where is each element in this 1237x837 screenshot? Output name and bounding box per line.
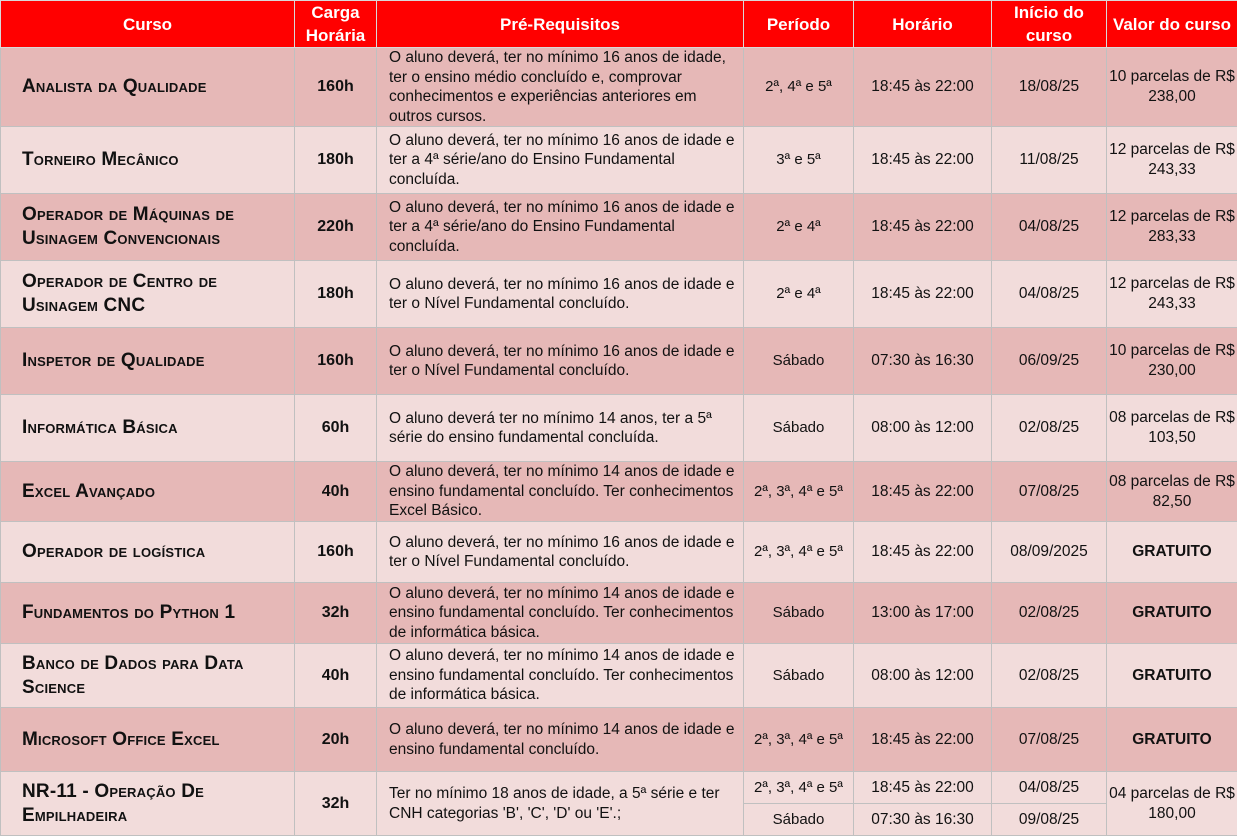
header-inicio: Início do curso [992, 1, 1107, 48]
table-row [1, 328, 1237, 395]
course-hours: 32h [295, 772, 377, 836]
course-name: Excel Avançado [1, 462, 295, 522]
course-schedule: 18:45 às 22:00 [854, 194, 992, 261]
course-prerequisites: O aluno deverá, ter no mínimo 14 anos de idade e ensino fundamental concluído. [377, 708, 744, 772]
course-period: Sábado [744, 395, 854, 462]
course-name: Fundamentos do Python 1 [1, 583, 295, 644]
course-name: Torneiro Mecânico [1, 127, 295, 194]
course-hours: 60h [295, 395, 377, 462]
header-valor: Valor do curso [1107, 1, 1237, 48]
course-start-date: 11/08/25 [992, 127, 1107, 194]
course-start-date: 04/08/25 [992, 194, 1107, 261]
course-hours: 180h [295, 127, 377, 194]
course-price: GRATUITO [1107, 583, 1237, 644]
table-row [1, 708, 1237, 772]
course-start-date: 07/08/25 [992, 462, 1107, 522]
course-start-date: 02/08/25 [992, 395, 1107, 462]
course-name: Informática Básica [1, 395, 295, 462]
course-start-date: 02/08/25 [992, 583, 1107, 644]
course-period: 3ª e 5ª [744, 127, 854, 194]
table-row [1, 644, 1237, 708]
course-start-date: 09/08/25 [992, 804, 1107, 836]
course-period: 2ª e 4ª [744, 194, 854, 261]
course-period: Sábado [744, 804, 854, 836]
course-schedule: 08:00 às 12:00 [854, 395, 992, 462]
table-row [1, 772, 1237, 804]
course-start-date: 04/08/25 [992, 772, 1107, 804]
course-price: 04 parcelas de R$ 180,00 [1107, 772, 1237, 836]
course-hours: 40h [295, 462, 377, 522]
course-prerequisites: O aluno deverá, ter no mínimo 16 anos de idade e ter a 4ª série/ano do Ensino Fundamental concluída. [377, 194, 744, 261]
course-price: 10 parcelas de R$ 238,00 [1107, 48, 1237, 127]
course-price: GRATUITO [1107, 708, 1237, 772]
header-horario: Horário [854, 1, 992, 48]
course-hours: 160h [295, 328, 377, 395]
table-row [1, 48, 1237, 127]
course-start-date: 18/08/25 [992, 48, 1107, 127]
course-name: NR-11 - Operação De Empilhadeira [1, 772, 295, 836]
course-name: Inspetor de Qualidade [1, 328, 295, 395]
course-hours: 20h [295, 708, 377, 772]
course-price: 12 parcelas de R$ 243,33 [1107, 127, 1237, 194]
course-period: 2ª, 3ª, 4ª e 5ª [744, 462, 854, 522]
course-start-date: 02/08/25 [992, 644, 1107, 708]
course-price: 10 parcelas de R$ 230,00 [1107, 328, 1237, 395]
course-name: Operador de Centro de Usinagem CNC [1, 261, 295, 328]
course-price: GRATUITO [1107, 644, 1237, 708]
course-hours: 180h [295, 261, 377, 328]
course-schedule: 18:45 às 22:00 [854, 772, 992, 804]
header-row [1, 1, 1237, 48]
course-hours: 160h [295, 522, 377, 583]
header-pre-requisitos: Pré-Requisitos [377, 1, 744, 48]
course-period: 2ª, 3ª, 4ª e 5ª [744, 772, 854, 804]
course-schedule: 07:30 às 16:30 [854, 804, 992, 836]
course-schedule: 18:45 às 22:00 [854, 48, 992, 127]
course-period: 2ª, 3ª, 4ª e 5ª [744, 708, 854, 772]
course-schedule: 18:45 às 22:00 [854, 522, 992, 583]
course-name: Analista da Qualidade [1, 48, 295, 127]
course-prerequisites: O aluno deverá, ter no mínimo 14 anos de idade e ensino fundamental concluído. Ter conhecimentos Excel Básico. [377, 462, 744, 522]
course-name: Banco de Dados para Data Science [1, 644, 295, 708]
course-prerequisites: O aluno deverá, ter no mínimo 16 anos de idade e ter o Nível Fundamental concluído. [377, 261, 744, 328]
course-period: 2ª, 3ª, 4ª e 5ª [744, 522, 854, 583]
table-row [1, 395, 1237, 462]
course-start-date: 07/08/25 [992, 708, 1107, 772]
course-schedule: 18:45 às 22:00 [854, 708, 992, 772]
course-price: 08 parcelas de R$ 103,50 [1107, 395, 1237, 462]
table-row [1, 194, 1237, 261]
course-period: Sábado [744, 644, 854, 708]
course-price: 12 parcelas de R$ 243,33 [1107, 261, 1237, 328]
course-schedule: 07:30 às 16:30 [854, 328, 992, 395]
course-price: GRATUITO [1107, 522, 1237, 583]
course-hours: 32h [295, 583, 377, 644]
course-prerequisites: O aluno deverá, ter no mínimo 16 anos de idade, ter o ensino médio concluído e, comprovar conhecimentos e experiências anteriores em outros cursos. [377, 48, 744, 127]
header-periodo: Período [744, 1, 854, 48]
course-prerequisites: Ter no mínimo 18 anos de idade, a 5ª série e ter CNH categorias 'B', 'C', 'D' ou 'E'.; [377, 772, 744, 836]
course-start-date: 06/09/25 [992, 328, 1107, 395]
table-row [1, 462, 1237, 522]
table-row [1, 127, 1237, 194]
course-prerequisites: O aluno deverá, ter no mínimo 14 anos de idade e ensino fundamental concluído. Ter conhecimentos de informática básica. [377, 583, 744, 644]
course-start-date: 08/09/2025 [992, 522, 1107, 583]
course-prerequisites: O aluno deverá, ter no mínimo 14 anos de idade e ensino fundamental concluído. Ter conhecimentos de informática básica. [377, 644, 744, 708]
course-schedule: 18:45 às 22:00 [854, 127, 992, 194]
course-prerequisites: O aluno deverá, ter no mínimo 16 anos de idade e ter a 4ª série/ano do Ensino Fundamental concluída. [377, 127, 744, 194]
table-row [1, 583, 1237, 644]
course-schedule: 18:45 às 22:00 [854, 261, 992, 328]
table-row [1, 522, 1237, 583]
course-period: Sábado [744, 583, 854, 644]
course-name: Operador de Máquinas de Usinagem Convencionais [1, 194, 295, 261]
course-hours: 40h [295, 644, 377, 708]
course-price: 12 parcelas de R$ 283,33 [1107, 194, 1237, 261]
course-price: 08 parcelas de R$ 82,50 [1107, 462, 1237, 522]
course-schedule: 18:45 às 22:00 [854, 462, 992, 522]
course-prerequisites: O aluno deverá, ter no mínimo 16 anos de idade e ter o Nível Fundamental concluído. [377, 328, 744, 395]
course-schedule: 13:00 às 17:00 [854, 583, 992, 644]
course-period: Sábado [744, 328, 854, 395]
table-row [1, 261, 1237, 328]
course-name: Operador de logística [1, 522, 295, 583]
course-prerequisites: O aluno deverá, ter no mínimo 16 anos de idade e ter o Nível Fundamental concluído. [377, 522, 744, 583]
course-prerequisites: O aluno deverá ter no mínimo 14 anos, ter a 5ª série do ensino fundamental concluída. [377, 395, 744, 462]
course-hours: 220h [295, 194, 377, 261]
course-period: 2ª e 4ª [744, 261, 854, 328]
course-schedule: 08:00 às 12:00 [854, 644, 992, 708]
course-name: Microsoft Office Excel [1, 708, 295, 772]
course-start-date: 04/08/25 [992, 261, 1107, 328]
header-curso: Curso [1, 1, 295, 48]
header-carga-horaria: Carga Horária [295, 1, 377, 48]
course-hours: 160h [295, 48, 377, 127]
course-period: 2ª, 4ª e 5ª [744, 48, 854, 127]
